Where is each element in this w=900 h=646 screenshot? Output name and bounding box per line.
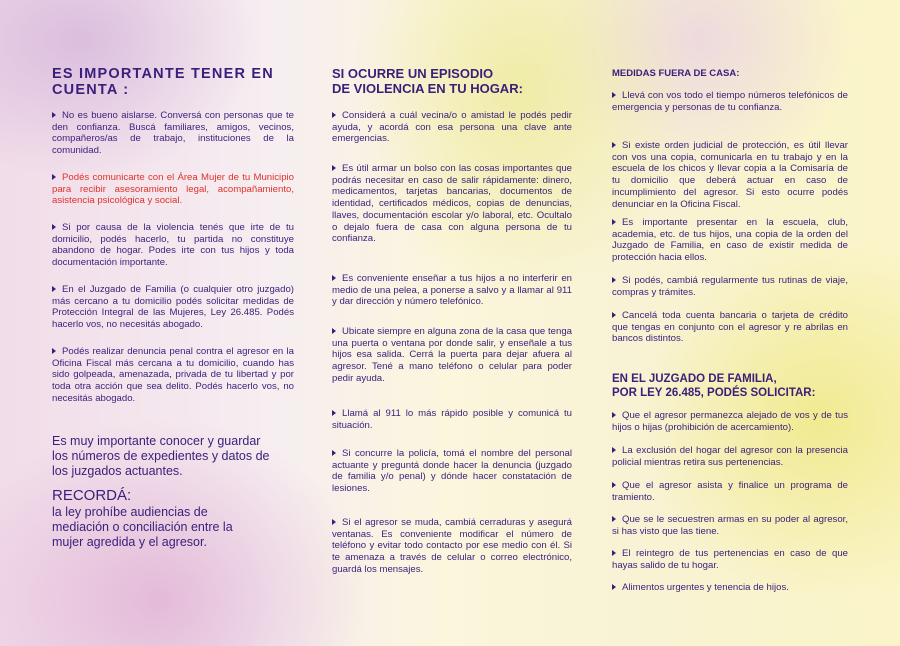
arrow-bullet-icon bbox=[332, 410, 336, 416]
list-item: El reintegro de tus pertenencias en caso de que hayas salido de tu hogar. bbox=[612, 548, 848, 571]
list-item: Podés realizar denuncia penal contra el agresor en la Oficina Fiscal más cercana a tu domicilio, cuando has sido golpeada, amenazada, privada de tu libertad y por toda otra acción que sea delito. Podés hacerlo vos, no necesitás abogado. bbox=[52, 346, 294, 404]
heading-episode-line1: SI OCURRE UN EPISODIO bbox=[332, 66, 494, 81]
arrow-bullet-icon bbox=[52, 112, 56, 118]
list-item: Es útil armar un bolso con las cosas importantes que podrás necesitar en caso de salir rápidamente: dinero, medicamentos, tarjetas bancarias, documentos de identidad, certificados médicos, copias de denuncias, llaves, documentación escolar y/o laboral, etc. Ocultalo o dejalo fuera de casa con alguna persona de tu confianza. bbox=[332, 163, 572, 245]
arrow-bullet-icon bbox=[332, 519, 336, 525]
list-item: Si el agresor se muda, cambiá cerraduras y asegurá ventanas. Es conveniente modificar el número de teléfono y evitar todo contacto por ese medio con él. Si te amenaza a través de celular o correo electrónico, guardá los mensajes. bbox=[332, 517, 572, 575]
arrow-bullet-icon bbox=[332, 275, 336, 281]
arrow-bullet-icon bbox=[332, 112, 336, 118]
heading-court-line2: POR LEY 26.485, PODÉS SOLICITAR: bbox=[612, 387, 816, 399]
list-item: Que se le secuestren armas en su poder al agresor, si has visto que las tiene. bbox=[612, 514, 848, 537]
arrow-bullet-icon bbox=[52, 174, 56, 180]
arrow-bullet-icon bbox=[612, 447, 616, 453]
recorda-text: la ley prohíbe audiencias de mediación o conciliación entre la mujer agredida y el agresor. bbox=[52, 505, 233, 549]
list-item: Si concurre la policía, tomá el nombre del personal actuante y preguntá donde hacer la denuncia (juzgado de familia y/o penal) y dónde hacer constatación de lesiones. bbox=[332, 448, 572, 495]
arrow-bullet-icon bbox=[612, 312, 616, 318]
list-item: Que el agresor permanezca alejado de vos y de tus hijos o hijas (prohibición de acercamiento). bbox=[612, 410, 848, 433]
important-note: Es muy importante conocer y guardar los números de expedientes y datos de los juzgados actuantes. bbox=[52, 434, 270, 478]
list-item: Ubicate siempre en alguna zona de la casa que tenga una puerta o ventana por donde salir, y enseñale a tus hijos esa salida. Cerrá la puerta para dejar afuera al agresor. Tené a mano teléfono o celular para poder pedir ayuda. bbox=[332, 326, 572, 384]
arrow-bullet-icon bbox=[612, 516, 616, 522]
list-item: La exclusión del hogar del agresor con la presencia policial mientras retira sus pertenencias. bbox=[612, 445, 848, 468]
list-item: Si podés, cambiá regularmente tus rutinas de viaje, compras y trámites. bbox=[612, 275, 848, 298]
list-item: Es conveniente enseñar a tus hijos a no interferir en medio de una pelea, a ponerse a salvo y a llamar al 911 y dar dirección y número telefónico. bbox=[332, 273, 572, 308]
arrow-bullet-icon bbox=[332, 328, 336, 334]
heading-court-line1: EN EL JUZGADO DE FAMILIA, bbox=[612, 373, 777, 385]
arrow-bullet-icon bbox=[332, 165, 336, 171]
list-item: En el Juzgado de Familia (o cualquier otro juzgado) más cercano a tu domicilio podés solicitar medidas de Protección Integral de las Mujeres, Ley 26.485. Podés hacerlo vos, no necesitás abogado. bbox=[52, 284, 294, 331]
list-item: Cancelá toda cuenta bancaria o tarjeta de crédito que tengas en conjunto con el agresor y re abrilas en bancos distintos. bbox=[612, 310, 848, 345]
arrow-bullet-icon bbox=[612, 584, 616, 590]
list-item: No es bueno aislarse. Conversá con personas que te den confianza. Buscá familiares, amigos, vecinos, compañeros/as de trabajo, instituciones de la comunidad. bbox=[52, 110, 294, 157]
list-item: Considerá a cuál vecina/o o amistad le podés pedir ayuda, y acordá con esa persona una clave ante emergencias. bbox=[332, 110, 572, 145]
heading-episode-line2: DE VIOLENCIA EN TU HOGAR: bbox=[332, 81, 523, 96]
heading-outside: MEDIDAS FUERA DE CASA: bbox=[612, 68, 740, 79]
list-item: Que el agresor asista y finalice un programa de tramiento. bbox=[612, 480, 848, 503]
list-item: Si existe orden judicial de protección, es útil llevar con vos una copia, comunicarla en tu trabajo y en la escuela de los chicos y llevar copia a la Comisaría de tu domicilio que deberá actuar en caso de incumplimiento del agresor. Si esto ocurre podés denunciar en la Oficina Fiscal. bbox=[612, 140, 848, 210]
list-item: Es importante presentar en la escuela, club, academia, etc. de tus hijos, una copia de la orden del Juzgado de Familia, en caso de existir medida de protección hacia ellos. bbox=[612, 217, 848, 264]
arrow-bullet-icon bbox=[52, 224, 56, 230]
arrow-bullet-icon bbox=[612, 277, 616, 283]
list-item: Llamá al 911 lo más rápido posible y comunicá tu situación. bbox=[332, 408, 572, 431]
arrow-bullet-icon bbox=[612, 550, 616, 556]
arrow-bullet-icon bbox=[332, 450, 336, 456]
arrow-bullet-icon bbox=[612, 482, 616, 488]
arrow-bullet-icon bbox=[52, 286, 56, 292]
arrow-bullet-icon bbox=[612, 412, 616, 418]
list-item: Llevá con vos todo el tiempo números telefónicos de emergencia y personas de tu confianza. bbox=[612, 90, 848, 113]
list-item: Podés comunicarte con el Área Mujer de tu Municipio para recibir asesoramiento legal, acompañamiento, asistencia psicológica y social. bbox=[52, 172, 294, 207]
recorda-title: RECORDÁ: bbox=[52, 487, 132, 504]
arrow-bullet-icon bbox=[612, 219, 616, 225]
heading-important: ES IMPORTANTE TENER EN CUENTA : bbox=[52, 66, 274, 98]
arrow-bullet-icon bbox=[612, 142, 616, 148]
arrow-bullet-icon bbox=[612, 92, 616, 98]
arrow-bullet-icon bbox=[52, 348, 56, 354]
list-item: Alimentos urgentes y tenencia de hijos. bbox=[612, 582, 848, 594]
list-item: Si por causa de la violencia tenés que irte de tu domicilio, podés hacerlo, tu partida no constituye abandono de hogar. Podes irte con tus hijos y toda documentación importante. bbox=[52, 222, 294, 269]
